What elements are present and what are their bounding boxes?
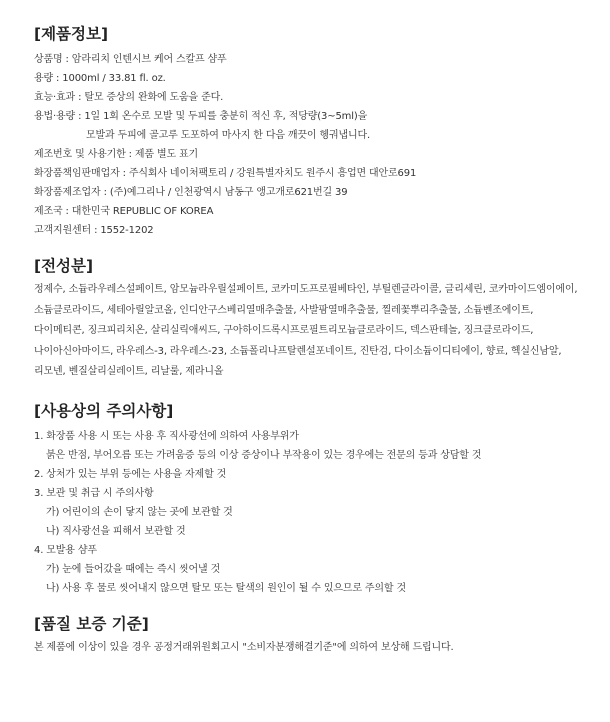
product-info-section	[34, 22, 590, 240]
quality-section	[34, 612, 590, 657]
product-detail-page	[34, 22, 590, 657]
precaution-item-2: 2. 상처가 있는 부위 등에는 사용을 자제할 것	[34, 468, 227, 480]
precaution-item-4a: 가) 눈에 들어갔을 때에는 즉시 씻어낼 것	[46, 563, 221, 575]
product-name: 상품명 : 암라리치 인텐시브 케어 스칼프 샴푸	[34, 54, 227, 65]
product-lot-expiry: 제조번호 및 사용기한 : 제품 별도 표기	[34, 149, 199, 160]
ingredients-line: 리모넨, 벤질살리실레이트, 리날룰, 제라니올	[34, 366, 224, 377]
precaution-item-4b: 나) 사용 후 물로 씻어내지 않으면 탈모 또는 탈색의 원인이 될 수 있으므로 주의할 것	[46, 582, 406, 594]
precaution-item-3a: 가) 어린이의 손이 닿지 않는 곳에 보관할 것	[46, 506, 233, 518]
ingredients-heading: [전성분]	[34, 257, 94, 275]
ingredients-section	[34, 254, 590, 383]
precautions-section	[34, 399, 590, 598]
ingredients-line: 소듐클로라이드, 세테아릴알코올, 인디안구스베리열매추출물, 사발팜열매추출물, 찔레꽃뿌리추출물, 소듐벤조에이트,	[34, 304, 534, 316]
ingredients-line: 다이메티콘, 징크피리치온, 살리실릭애씨드, 구아하이드록시프로필트리모늄클로라이드, 덱스판테놀, 징크클로라이드,	[34, 325, 534, 336]
product-country: 제조국 : 대한민국 REPUBLIC OF KOREA	[34, 206, 214, 217]
product-usage-continued: 모발과 두피에 골고루 도포하여 마사지 한 다음 깨끗이 헹궈냅니다.	[86, 130, 371, 141]
precaution-item-4: 4. 모발용 샴푸	[34, 544, 97, 556]
precautions-heading: [사용상의 주의사항]	[34, 401, 174, 420]
ingredients-line: 나이아신아마이드, 라우레스-3, 라우레스-23, 소듐폴리나프탈렌설포네이트, 진탄검, 다이소듐이디티에이, 향료, 헥실신남알,	[34, 345, 562, 357]
precaution-item-3b: 나) 직사광선을 피해서 보관할 것	[46, 525, 186, 537]
precaution-item-1: 1. 화장품 사용 시 또는 사용 후 직사광선에 의하여 사용부위가	[34, 430, 299, 442]
product-distributor: 화장품책임판매업자 : 주식회사 네이처팩토리 / 강원특별자치도 원주시 흥업면 대안로691	[34, 168, 417, 179]
quality-statement: 본 제품에 이상이 있을 경우 공정거래위원회고시 "소비자분쟁해결기준"에 의하여 보상해 드립니다.	[34, 641, 454, 653]
product-manufacturer: 화장품제조업자 : (주)예그리나 / 인천광역시 남동구 앵고개로621번길 39	[34, 187, 348, 198]
product-info-heading: [제품정보]	[34, 25, 109, 43]
precaution-item-1-detail: 붉은 반점, 부어오름 또는 가려움증 등의 이상 증상이나 부작용이 있는 경우에는 전문의 등과 상담할 것	[46, 449, 482, 461]
precaution-item-3: 3. 보관 및 취급 시 주의사항	[34, 487, 154, 499]
product-usage: 용법·용량 : 1일 1회 온수로 모발 및 두피를 충분히 적신 후, 적당량(3~5ml)을	[34, 111, 368, 122]
ingredients-line: 정제수, 소듐라우레스설페이트, 암모늄라우릴설페이트, 코카미도프로필베타인, 부틸렌글라이콜, 글리세린, 코카마이드엠이에이,	[34, 284, 578, 295]
quality-heading: [품질 보증 기준]	[34, 614, 149, 633]
product-efficacy: 효능·효과 : 탈모 증상의 완화에 도움을 준다.	[34, 92, 224, 103]
product-support-center: 고객지원센터 : 1552-1202	[34, 225, 154, 236]
product-volume: 용량 : 1000ml / 33.81 fl. oz.	[34, 73, 166, 84]
